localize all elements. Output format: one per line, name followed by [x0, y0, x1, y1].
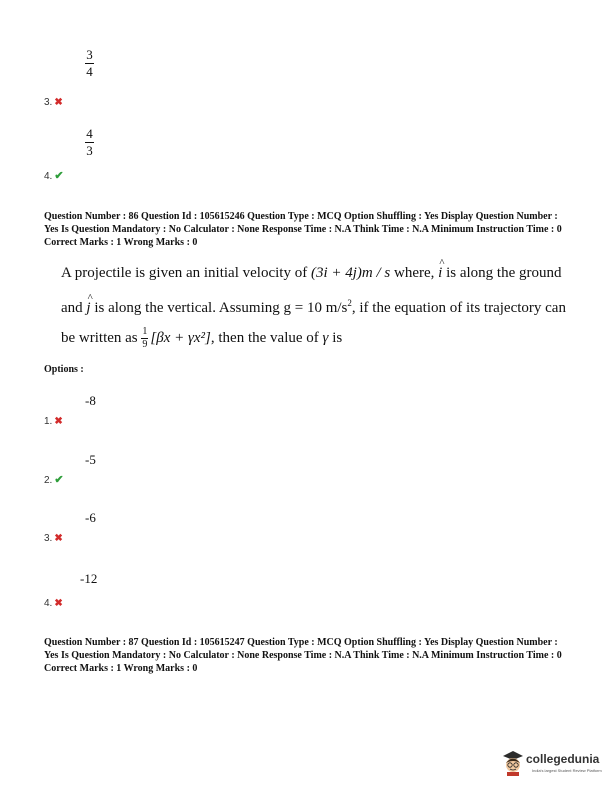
unit-vector-i: ^ i: [438, 257, 444, 281]
option-1-value: -8: [85, 393, 96, 408]
question-86-meta: [44, 210, 604, 249]
meta-line: Yes Is Question Mandatory : No Calculator : None Response Time : N.A Think Time : N.A Minimum Instruction Time : 0: [44, 224, 562, 235]
cross-icon: ✖: [54, 97, 63, 108]
prev-option4-marker: [44, 166, 64, 184]
fraction-denominator: 4: [86, 64, 93, 79]
option-2-value: -5: [85, 452, 96, 467]
unit-vector-j: ^ j: [86, 292, 93, 316]
check-icon: ✔: [54, 170, 64, 182]
velocity-expression: (3i + 4j)m / s: [310, 265, 391, 281]
meta-line: Correct Marks : 1 Wrong Marks : 0: [44, 663, 198, 674]
fraction-denominator: 3: [86, 143, 93, 158]
logo-name: collegedunia: [526, 752, 600, 766]
cross-icon: ✖: [54, 416, 63, 427]
cross-icon: ✖: [54, 533, 63, 544]
text-segment: be written as: [61, 330, 138, 346]
prev-option3-marker: [44, 92, 63, 110]
option-number: 3.: [44, 97, 53, 108]
option-number: 3.: [44, 533, 53, 544]
text-segment: i: [438, 265, 443, 281]
mascot-icon: [500, 748, 526, 776]
option-4-marker: [44, 593, 63, 611]
prev-option4-fraction: [85, 127, 94, 158]
collegedunia-logo: [500, 748, 606, 778]
fraction-numerator: 4: [86, 126, 93, 141]
prev-option3-fraction: [85, 48, 94, 79]
text-segment: , if the equation of its trajectory can: [351, 300, 566, 316]
text-segment: j: [86, 300, 91, 316]
cross-icon: ✖: [54, 598, 63, 609]
trajectory-expression: [βx + γx²]: [150, 330, 211, 346]
option-number: 1.: [44, 416, 53, 427]
option-3-marker: [44, 528, 63, 546]
option-number: 2.: [44, 475, 53, 486]
meta-line: Question Number : 86 Question Id : 105615246 Question Type : MCQ Option Shuffling : Yes Display Question Number :: [44, 211, 558, 222]
gamma-symbol: γ: [322, 330, 329, 346]
options-label: Options :: [44, 364, 84, 375]
text-segment: , then the value of: [210, 330, 319, 346]
text-segment: and: [61, 300, 83, 316]
option-1-marker: [44, 411, 63, 429]
meta-line: Question Number : 87 Question Id : 105615247 Question Type : MCQ Option Shuffling : Yes Display Question Number :: [44, 637, 558, 648]
fraction-denominator: 9: [142, 339, 148, 351]
meta-line: Correct Marks : 1 Wrong Marks : 0: [44, 237, 198, 248]
superscript: 2: [347, 298, 352, 308]
option-number: 4.: [44, 171, 53, 182]
option-4-value: -12: [80, 571, 98, 586]
text-segment: is along the vertical. Assuming g = 10 m/s: [94, 300, 348, 316]
question-line-3: [61, 323, 561, 353]
fraction-numerator: 3: [86, 47, 93, 62]
text-segment: where,: [394, 265, 435, 281]
question-line-2: [61, 288, 566, 323]
option-2-marker: [44, 470, 64, 488]
meta-line: Yes Is Question Mandatory : No Calculator : None Response Time : N.A Think Time : N.A Minimum Instruction Time : 0: [44, 650, 562, 661]
option-number: 4.: [44, 598, 53, 609]
question-line-1: [61, 258, 561, 288]
text-segment: A projectile is given an initial velocity of: [61, 265, 308, 281]
option-3-value: -6: [85, 510, 96, 525]
text-segment: is: [332, 330, 343, 346]
question-87-meta: [44, 636, 604, 675]
text-segment: is along the ground: [446, 265, 562, 281]
logo-tagline: India's largest Student Review Platform: [532, 768, 602, 773]
fraction-numerator: 1: [142, 326, 148, 338]
question-86-text: [61, 257, 566, 353]
one-ninth-fraction: [141, 327, 148, 350]
check-icon: ✔: [54, 474, 64, 486]
